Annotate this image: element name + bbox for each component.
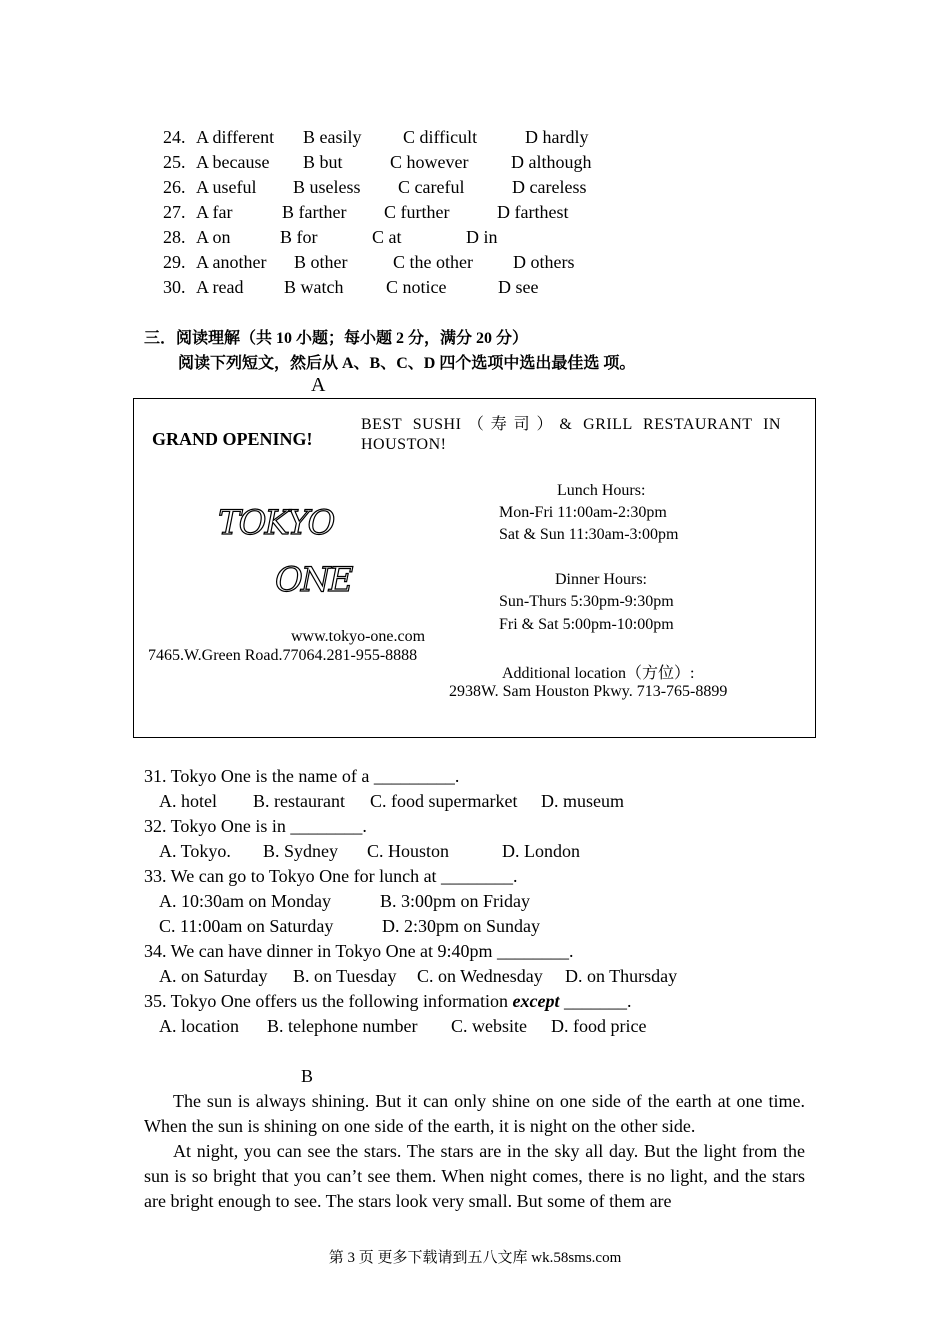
option-d: D farthest	[497, 202, 569, 222]
q33-option-b: B. 3:00pm on Friday	[380, 891, 531, 911]
option-b: B farther	[282, 202, 347, 222]
q35-suffix: _______.	[559, 991, 632, 1011]
option-b: B other	[294, 252, 348, 272]
option-c: C further	[384, 202, 450, 222]
website: www.tokyo-one.com	[291, 628, 426, 645]
q32-option-d: D. London	[502, 841, 580, 861]
lunch-title: Lunch Hours:	[557, 482, 646, 499]
q35-option-a: A. location	[159, 1016, 239, 1036]
question-number: 30.	[163, 277, 186, 297]
option-d: D careless	[512, 177, 587, 197]
question-31: 31. Tokyo One is the name of a _________.	[144, 766, 460, 786]
grand-opening: GRAND OPENING!	[152, 429, 313, 449]
question-number: 25.	[163, 152, 186, 172]
q32-option-a: A. Tokyo.	[159, 841, 231, 861]
question-number: 29.	[163, 252, 186, 272]
question-35	[144, 991, 632, 1012]
q32-option-b: B. Sydney	[263, 841, 339, 861]
option-a: A on	[196, 227, 231, 247]
option-c: C difficult	[403, 127, 478, 147]
question-number: 26.	[163, 177, 186, 197]
q34-option-c: C. on Wednesday	[417, 966, 543, 986]
question-number: 28.	[163, 227, 186, 247]
option-c: C the other	[393, 252, 473, 272]
lunch-weekday: Mon-Fri 11:00am-2:30pm	[499, 504, 667, 521]
page-footer: 第 3 页 更多下载请到五八文库 wk.58sms.com	[328, 1250, 622, 1266]
lunch-weekend: Sat & Sun 11:30am-3:00pm	[499, 526, 679, 543]
q31-option-b: B. restaurant	[253, 791, 345, 811]
ad-headline: BEST SUSHI（寿司）& GRILL RESTAURANT IN HOUSTON!	[361, 416, 781, 453]
option-c: C notice	[386, 277, 447, 297]
q31-option-d: D. museum	[541, 791, 624, 811]
section-instruction: 阅读下列短文，然后从 A、B、C、D 四个选项中选出最佳选 项。	[178, 355, 636, 372]
q35-prefix: 35. Tokyo One offers us the following information	[144, 991, 513, 1011]
option-b: B but	[303, 152, 343, 172]
option-a: A far	[196, 202, 233, 222]
q34-option-d: D. on Thursday	[565, 966, 678, 986]
q33-option-a: A. 10:30am on Monday	[159, 891, 331, 911]
q34-option-a: A. on Saturday	[159, 966, 268, 986]
advertisement-box	[133, 398, 816, 738]
option-a: A another	[196, 252, 267, 272]
additional-location-title: Additional location（方位）:	[502, 665, 695, 682]
q31-option-a: A. hotel	[159, 791, 217, 811]
option-b: B watch	[284, 277, 344, 297]
section-title: 三．阅读理解（共 10 小题；每小题 2 分，满分 20 分）	[144, 330, 529, 347]
q33-option-d: D. 2:30pm on Sunday	[382, 916, 541, 936]
option-d: D hardly	[525, 127, 589, 147]
option-b: B useless	[293, 177, 361, 197]
option-d: D although	[511, 152, 592, 172]
dinner-sun-thurs: Sun-Thurs 5:30pm-9:30pm	[499, 593, 674, 610]
q35-option-c: C. website	[451, 1016, 527, 1036]
q33-option-c: C. 11:00am on Saturday	[159, 916, 334, 936]
q31-option-c: C. food supermarket	[370, 791, 518, 811]
option-a: A read	[196, 277, 244, 297]
logo-tokyo: TOKYO	[218, 503, 334, 543]
dinner-title: Dinner Hours:	[555, 571, 647, 588]
option-d: D see	[498, 277, 539, 297]
passage-b-label: B	[301, 1066, 314, 1086]
option-b: B for	[280, 227, 318, 247]
q35-emphasis: except	[512, 991, 560, 1011]
option-c: C at	[372, 227, 402, 247]
option-b: B easily	[303, 127, 362, 147]
option-d: D in	[466, 227, 498, 247]
option-d: D others	[513, 252, 575, 272]
q35-option-b: B. telephone number	[267, 1016, 418, 1036]
option-a: A different	[196, 127, 275, 147]
q32-option-c: C. Houston	[367, 841, 450, 861]
question-number: 24.	[163, 127, 186, 147]
question-33: 33. We can go to Tokyo One for lunch at ________.	[144, 866, 518, 886]
option-c: C however	[390, 152, 469, 172]
option-c: C careful	[398, 177, 465, 197]
q35-option-d: D. food price	[551, 1016, 647, 1036]
additional-location-address: 2938W. Sam Houston Pkwy. 713-765-8899	[449, 683, 728, 700]
address: 7465.W.Green Road.77064.281-955-8888	[148, 647, 418, 664]
passage-b-paragraph-2: At night, you can see the stars. The stars are in the sky all day. But the light from the sun is so bright that you can’t see them. When night comes, there is no light, and the stars are bright enough to see. The stars look very small. But some of them are	[144, 1141, 805, 1211]
option-a: A because	[196, 152, 270, 172]
dinner-fri-sat: Fri & Sat 5:00pm-10:00pm	[499, 616, 674, 633]
question-number: 27.	[163, 202, 186, 222]
passage-a-label: A	[311, 374, 326, 396]
passage-b-paragraph-1: The sun is always shining. But it can only shine on one side of the earth at one time. When the sun is shining on one side of the earth, it is night on the other side.	[144, 1091, 805, 1136]
question-32: 32. Tokyo One is in ________.	[144, 816, 367, 836]
logo-one: ONE	[275, 560, 352, 600]
question-34: 34. We can have dinner in Tokyo One at 9:40pm ________.	[144, 941, 574, 961]
option-a: A useful	[196, 177, 257, 197]
q34-option-b: B. on Tuesday	[293, 966, 397, 986]
